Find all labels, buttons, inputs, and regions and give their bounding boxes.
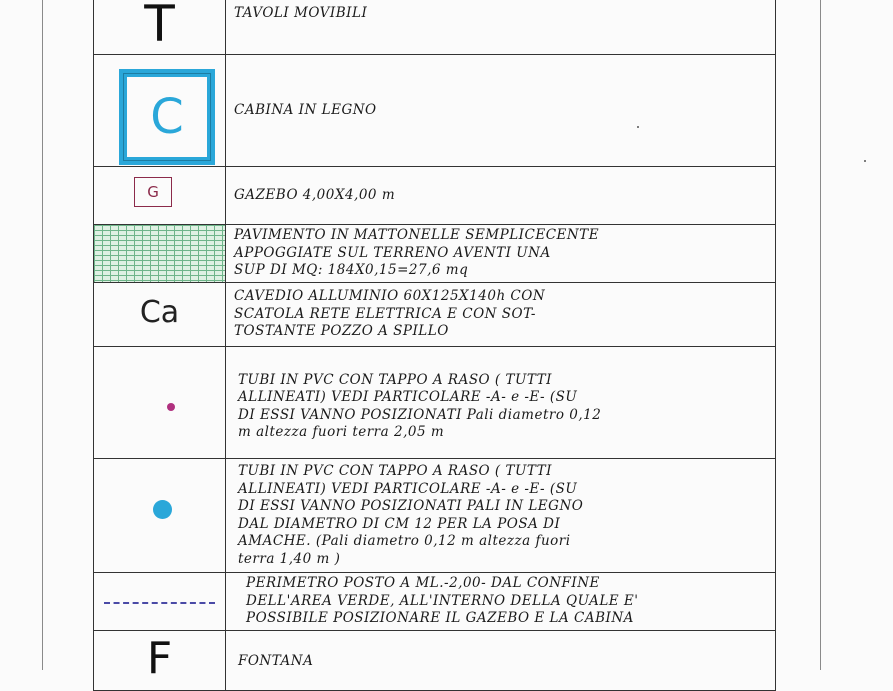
legend-symbol-cell <box>94 347 226 459</box>
legend-row-pavimento <box>94 225 776 283</box>
fontana-symbol-letter: F <box>146 633 173 684</box>
sheet-left-border <box>42 0 43 670</box>
legend-row-tubi-pali <box>94 347 776 459</box>
legend-row-perimetro <box>94 573 776 631</box>
small-pole-dot-symbol <box>167 403 175 411</box>
legend-symbol-cell <box>94 573 226 631</box>
legend-row-fontana <box>94 631 776 691</box>
legend-row-tavoli <box>94 0 776 55</box>
cabin-symbol <box>119 69 215 165</box>
sheet-right-border <box>820 0 821 670</box>
gazebo-symbol-letter: G <box>147 183 159 201</box>
legend-description-tubi-pali: TUBI IN PVC CON TAPPO A RASO ( TUTTI ALLINEATI) VEDI PARTICOLARE -A- e -E- (SU DI ESSI VANNO POSIZIONATI Pali diametro 0,12 m altezza fuori terra 2,05 m <box>226 347 776 459</box>
legend-description-perimetro: PERIMETRO POSTO A ML.-2,00- DAL CONFINE DELL'AREA VERDE, ALL'INTERNO DELLA QUALE E' POSSIBILE POSIZIONARE IL GAZEBO E LA CABINA <box>226 573 776 631</box>
scan-speck <box>864 160 866 162</box>
tavoli-symbol-letter: T <box>144 0 175 53</box>
legend-symbol-cell <box>94 55 226 167</box>
legend-description-cabina: CABINA IN LEGNO <box>226 55 776 167</box>
legend-row-gazebo <box>94 167 776 225</box>
cabin-symbol-letter: C <box>150 89 184 145</box>
legend-description-tubi-amache: TUBI IN PVC CON TAPPO A RASO ( TUTTI ALLINEATI) VEDI PARTICOLARE -A- e -E- (SU DI ESSI VANNO POSIZIONATI PALI IN LEGNO DAL DIAMETRO DI CM 12 PER LA POSA DI AMACHE. (Pali diametro 0,12 m altezza fuori terra 1,40 m ) <box>226 459 776 573</box>
legend-description-cavedio: CAVEDIO ALLUMINIO 60X125X140h CON SCATOLA RETE ELETTRICA E CON SOT- TOSTANTE POZZO A SPILLO <box>226 283 776 347</box>
legend-symbol-cell <box>94 459 226 573</box>
legend-symbol-cell <box>94 631 226 691</box>
legend-description-tavoli: TAVOLI MOVIBILI <box>226 0 776 55</box>
legend-symbol-cell <box>94 225 226 283</box>
legend-symbol-cell <box>94 283 226 347</box>
legend-row-cavedio <box>94 283 776 347</box>
legend-symbol-cell <box>94 167 226 225</box>
legend-row-tubi-amache <box>94 459 776 573</box>
legend-row-cabina <box>94 55 776 167</box>
paving-hatch-symbol <box>94 225 225 282</box>
gazebo-symbol <box>134 177 172 207</box>
legend-description-fontana: FONTANA <box>226 631 776 691</box>
legend-description-gazebo: GAZEBO 4,00X4,00 m <box>226 167 776 225</box>
cavedio-symbol-letter: Ca <box>139 295 180 330</box>
legend-description-pavimento: PAVIMENTO IN MATTONELLE SEMPLICECENTE APPOGGIATE SUL TERRENO AVENTI UNA SUP DI MQ: 184X0,15=27,6 mq <box>226 225 776 283</box>
legend-table <box>93 0 776 691</box>
large-pole-dot-symbol <box>153 500 172 519</box>
legend-symbol-cell <box>94 0 226 55</box>
perimeter-dashed-line-symbol <box>104 602 215 604</box>
